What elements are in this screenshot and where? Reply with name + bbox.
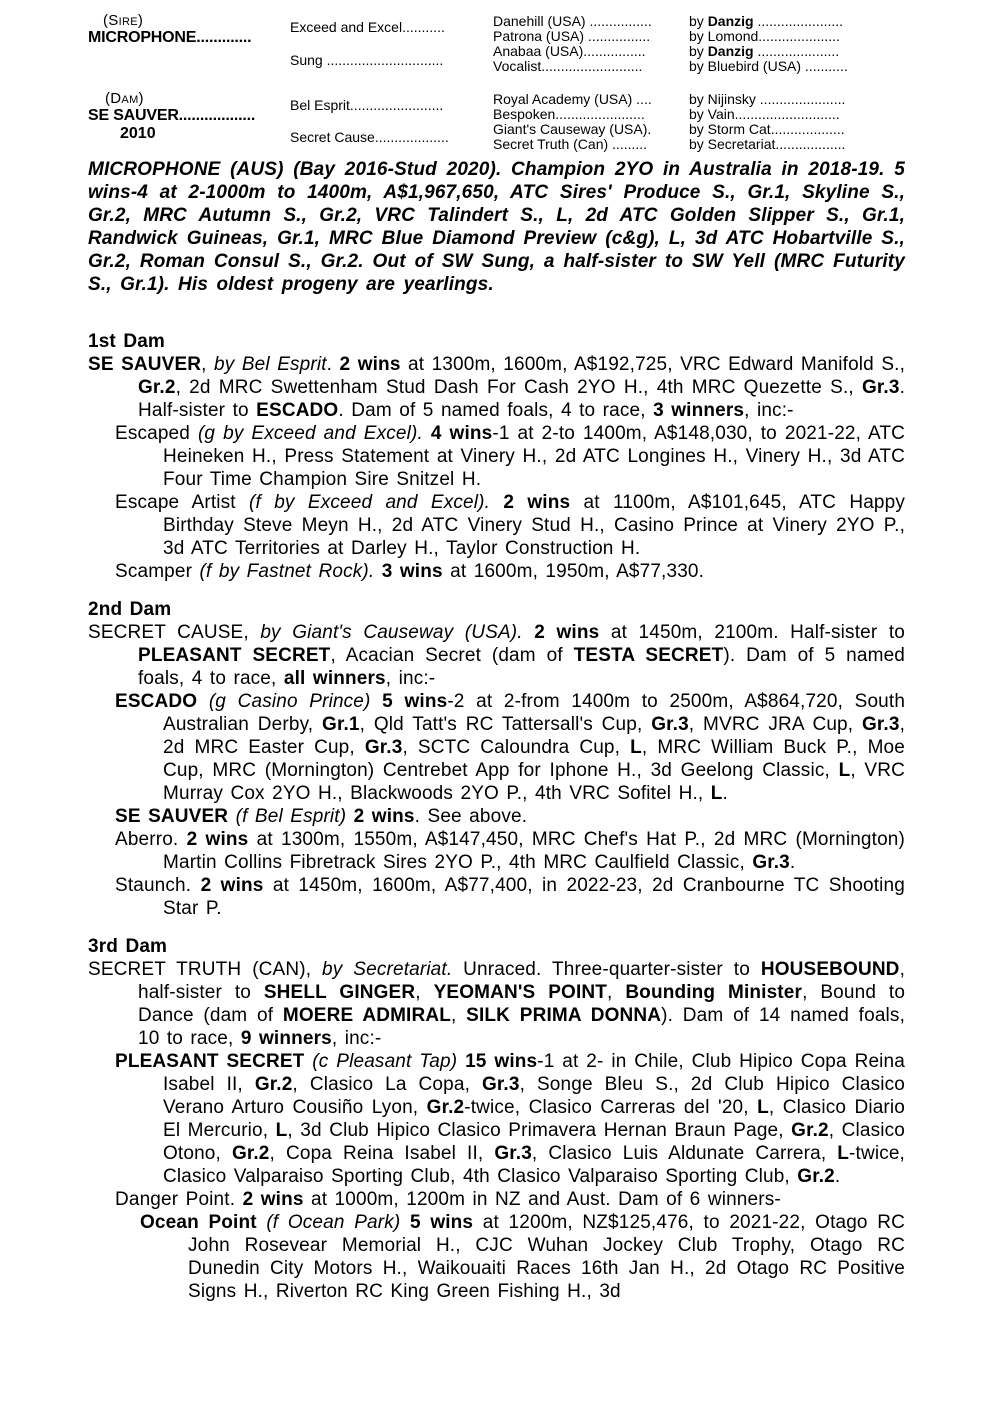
entry-danger-point: Danger Point. 2 wins at 1000m, 1200m in NZ and Aust. Dam of 6 winners-	[115, 1189, 781, 1210]
parent-name-exceed-and-excel: Exceed and Excel...........	[290, 19, 445, 35]
grandparent-name: Vocalist..........................	[493, 58, 643, 74]
dam-year: 2010	[120, 125, 156, 142]
section-heading-3rd-dam: 3rd Dam	[88, 936, 168, 957]
grandparent-name: Danehill (USA) ................	[493, 13, 652, 29]
grandparent-sire: by Storm Cat...................	[689, 121, 845, 137]
grandparent-name: Anabaa (USA)................	[493, 43, 646, 59]
dam-label: (Dam)	[105, 90, 144, 107]
entry-pleasant-secret: PLEASANT SECRET (c Pleasant Tap) 15 wins-1 at 2- in Chile, Club Hipico Copa Reina Isabel II, Gr.2, Clasico La Copa, Gr.3, Songe Bleu S., 2d Club Hipico Clasico Verano Arturo Cousiño Lyon, Gr.2-twice, Clasico Carreras del '20, L, Clasico Diario El Mercurio, L, 3d Club Hipico Clasico Primavera Hernan Braun Page, Gr.2, Clasico Otono, Gr.2, Copa Reina Isabel II, Gr.3, Clasico Luis Aldunate Carrera, L-twice, Clasico Valparaiso Sporting Club, 4th Clasico Valparaiso Sporting Club, Gr.2.	[115, 1051, 905, 1187]
grandparent-name: Giant's Causeway (USA).	[493, 121, 652, 137]
entry-escape-artist: Escape Artist (f by Exceed and Excel). 2 wins at 1100m, A$101,645, ATC Happy Birthday Steve Meyn H., 2d ATC Vinery Stud H., Casino Prince at Vinery 2YO P., 3d ATC Territories at Darley H., Taylor Construction H.	[115, 492, 906, 559]
parent-name-secret-cause: Secret Cause...................	[290, 129, 449, 145]
grandparent-sire: by Lomond.....................	[689, 28, 840, 44]
section-heading-2nd-dam: 2nd Dam	[88, 599, 172, 620]
entry-scamper: Scamper (f by Fastnet Rock). 3 wins at 1600m, 1950m, A$77,330.	[115, 561, 705, 582]
grandparent-sire: by Vain...........................	[689, 106, 840, 122]
entry-staunch: Staunch. 2 wins at 1450m, 1600m, A$77,400, in 2022-23, 2d Cranbourne TC Shooting Star P.	[115, 875, 905, 919]
parent-name-sung: Sung ..............................	[290, 52, 444, 68]
grandparent-name: Royal Academy (USA) ....	[493, 91, 652, 107]
entry-escado: ESCADO (g Casino Prince) 5 wins-2 at 2-from 1400m to 2500m, A$864,720, South Australian Derby, Gr.1, Qld Tatt's RC Tattersall's Cup, Gr.3, MVRC JRA Cup, Gr.3, 2d MRC Easter Cup, Gr.3, SCTC Caloundra Cup, L, MRC William Buck P., Moe Cup, MRC (Mornington) Centrebet App for Iphone H., 3d Geelong Classic, L, VRC Murray Cox 2YO H., Blackwoods 2YO P., 4th VRC Sofitel H., L.	[115, 691, 906, 804]
entry-escaped: Escaped (g by Exceed and Excel). 4 wins-1 at 2-to 1400m, A$148,030, to 2021-22, ATC Heineken H., Press Statement at Vinery H., 2d ATC Longines H., Vinery H., 3d ATC Four Time Champion Sire Snitzel H.	[115, 423, 906, 490]
grandparent-sire: by Secretariat..................	[689, 136, 846, 152]
entry-secret-cause: SECRET CAUSE, by Giant's Causeway (USA). 2 wins at 1450m, 2100m. Half-sister to PLEASANT SECRET, Acacian Secret (dam of TESTA SECRET). Dam of 5 named foals, 4 to race, all winners, inc:-	[88, 622, 906, 689]
stud-summary: MICROPHONE (AUS) (Bay 2016-Stud 2020). Champion 2YO in Australia in 2018-19. 5 wins-4 at 2-1000m to 1400m, A$1,967,650, ATC Sires' Produce S., Gr.1, Skyline S., Gr.2, MRC Autumn S., Gr.2, VRC Talindert S., L, 2d ATC Golden Slipper S., Gr.1, Randwick Guineas, Gr.1, MRC Blue Diamond Preview (c&g), L, 3d ATC Hobartville S., Gr.2, Roman Consul S., Gr.2. Out of SW Sung, a half-sister to SW Yell (MRC Futurity S., Gr.1). His oldest progeny are yearlings.	[88, 159, 905, 295]
entry-se-sauver: SE SAUVER, by Bel Esprit. 2 wins at 1300m, 1600m, A$192,725, VRC Edward Manifold S., Gr.2, 2d MRC Swettenham Stud Dash For Cash 2YO H., 4th MRC Quezette S., Gr.3. Half-sister to ESCADO. Dam of 5 named foals, 4 to race, 3 winners, inc:-	[88, 354, 905, 421]
sire-label: (Sire)	[103, 12, 144, 29]
grandparent-name: Patrona (USA) ................	[493, 28, 651, 44]
grandparent-sire: by Nijinsky ......................	[689, 91, 846, 107]
entry-ocean-point: Ocean Point (f Ocean Park) 5 wins at 1200m, NZ$125,476, to 2021-22, Otago RC John Rosevear Memorial H., CJC Wuhan Jockey Club Trophy, Otago RC Dunedin City Motors H., Waikouaiti Races 16th Jan H., 2d Otago RC Positive Signs H., Riverton RC King Green Fishing H., 3d	[140, 1212, 906, 1302]
parent-name-bel-esprit: Bel Esprit........................	[290, 97, 444, 113]
section-heading-1st-dam: 1st Dam	[88, 331, 165, 352]
entry-aberro: Aberro. 2 wins at 1300m, 1550m, A$147,450, MRC Chef's Hat P., 2d MRC (Mornington) Martin Collins Fibretrack Sires 2YO P., 4th MRC Caulfield Classic, Gr.3.	[115, 829, 905, 873]
grandparent-sire: by Danzig ......................	[689, 13, 844, 29]
entry-secret-truth: SECRET TRUTH (CAN), by Secretariat. Unraced. Three-quarter-sister to HOUSEBOUND, half-sister to SHELL GINGER, YEOMAN'S POINT, Bounding Minister, Bound to Dance (dam of MOERE ADMIRAL, SILK PRIMA DONNA). Dam of 14 named foals, 10 to race, 9 winners, inc:-	[88, 959, 906, 1049]
entry-se-sauver-2: SE SAUVER (f Bel Esprit) 2 wins. See above.	[115, 806, 528, 827]
grandparent-sire: by Bluebird (USA) ...........	[689, 58, 848, 74]
dam-name: SE SAUVER..................	[88, 107, 256, 124]
grandparent-sire: by Danzig .....................	[689, 43, 840, 59]
sire-name: MICROPHONE.............	[88, 29, 252, 46]
pedigree-table	[88, 8, 905, 158]
grandparent-name: Secret Truth (Can) .........	[493, 136, 648, 152]
grandparent-name: Bespoken.......................	[493, 106, 645, 122]
